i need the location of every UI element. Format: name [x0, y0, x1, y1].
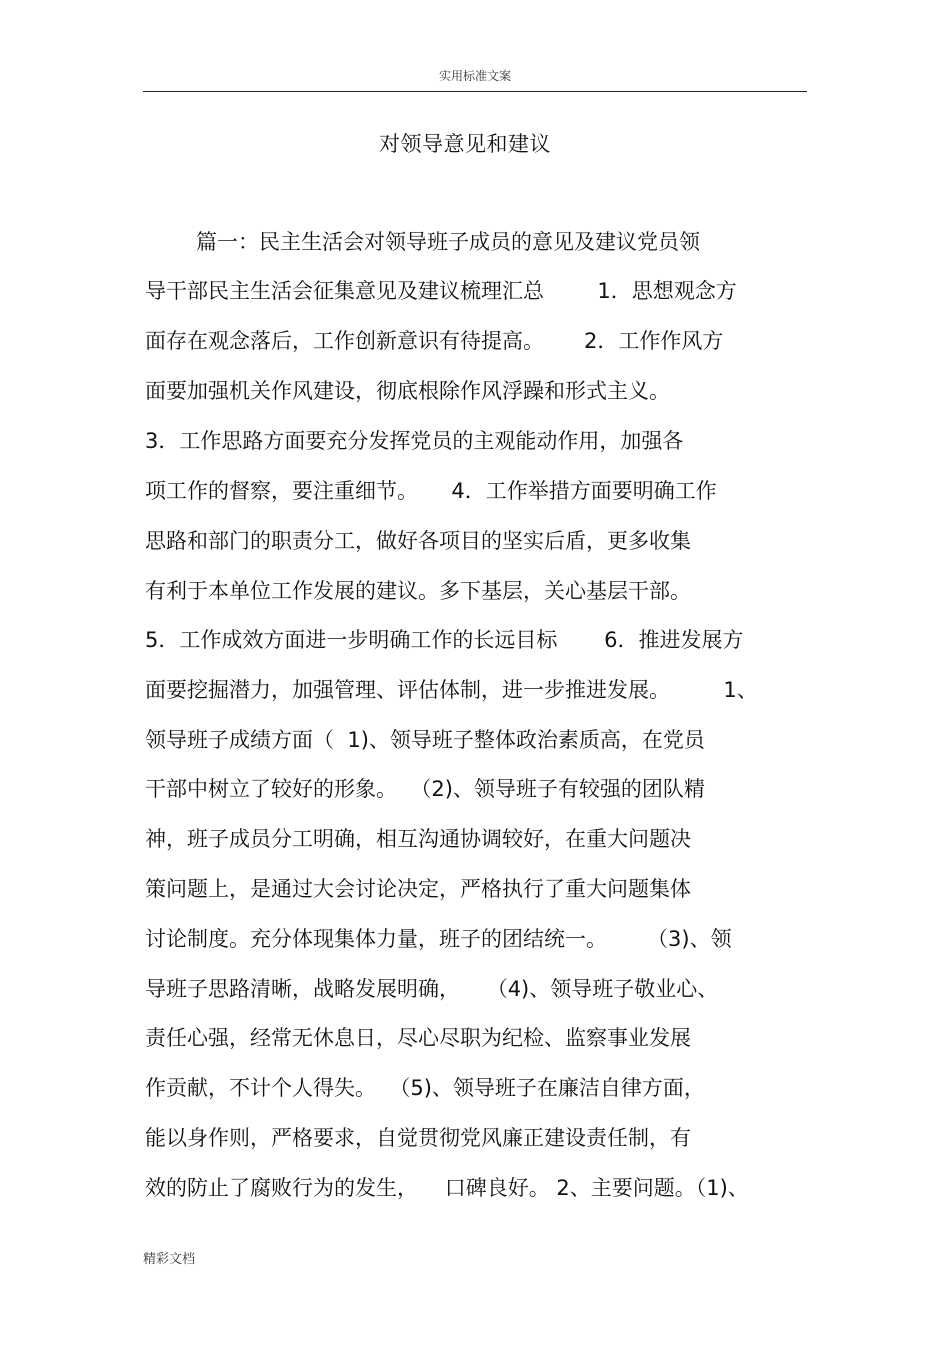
body-line: 干部中树立了较好的形象。 （2)、领导班子有较强的团队精	[145, 777, 705, 801]
body-line: 面要加强机关作风建设，彻底根除作风浮躁和形式主义。	[145, 379, 670, 403]
body-line: 导干部民主生活会征集意见及建议梳理汇总 1．思想观念方	[145, 279, 737, 303]
header-divider	[143, 91, 807, 92]
body-line: 有利于本单位工作发展的建议。多下基层，关心基层干部。	[145, 579, 691, 603]
body-line: 效的防止了腐败行为的发生， 口碑良好。 2、主要问题。（1)、	[145, 1176, 749, 1200]
body-line: 导班子思路清晰，战略发展明确， （4)、领导班子敬业心、	[145, 977, 719, 1001]
document-title: 对领导意见和建议	[379, 132, 551, 156]
body-line: 思路和部门的职责分工，做好各项目的坚实后盾，更多收集	[145, 529, 691, 553]
body-line: 作贡献，不计个人得失。 （5)、领导班子在廉洁自律方面，	[145, 1076, 705, 1100]
page-header: 实用标准文案	[438, 69, 511, 83]
page-footer: 精彩文档	[143, 1252, 196, 1267]
body-line: 领导班子成绩方面（ 1)、领导班子整体政治素质高，在党员	[145, 728, 705, 752]
body-line: 3．工作思路方面要充分发挥党员的主观能动作用，加强各	[145, 429, 684, 453]
body-line: 面存在观念落后，工作创新意识有待提高。 2．工作作风方	[145, 329, 724, 353]
body-line: 策问题上，是通过大会讨论决定，严格执行了重大问题集体	[145, 877, 691, 901]
body-line: 责任心强，经常无休息日，尽心尽职为纪检、监察事业发展	[145, 1026, 691, 1050]
body-line: 5．工作成效方面进一步明确工作的长远目标 6．推进发展方	[145, 628, 744, 652]
body-line: 能以身作则，严格要求，自觉贯彻党风廉正建设责任制，有	[145, 1126, 691, 1150]
body-line: 项工作的督察，要注重细节。 4．工作举措方面要明确工作	[145, 479, 717, 503]
body-line: 讨论制度。充分体现集体力量，班子的团结统一。 （3)、领	[145, 927, 732, 951]
body-line: 篇一：民主生活会对领导班子成员的意见及建议党员领	[196, 230, 700, 254]
body-line: 神，班子成员分工明确，相互沟通协调较好，在重大问题决	[145, 827, 691, 851]
body-line: 面要挖掘潜力，加强管理、评估体制，进一步推进发展。 1、	[145, 678, 758, 702]
